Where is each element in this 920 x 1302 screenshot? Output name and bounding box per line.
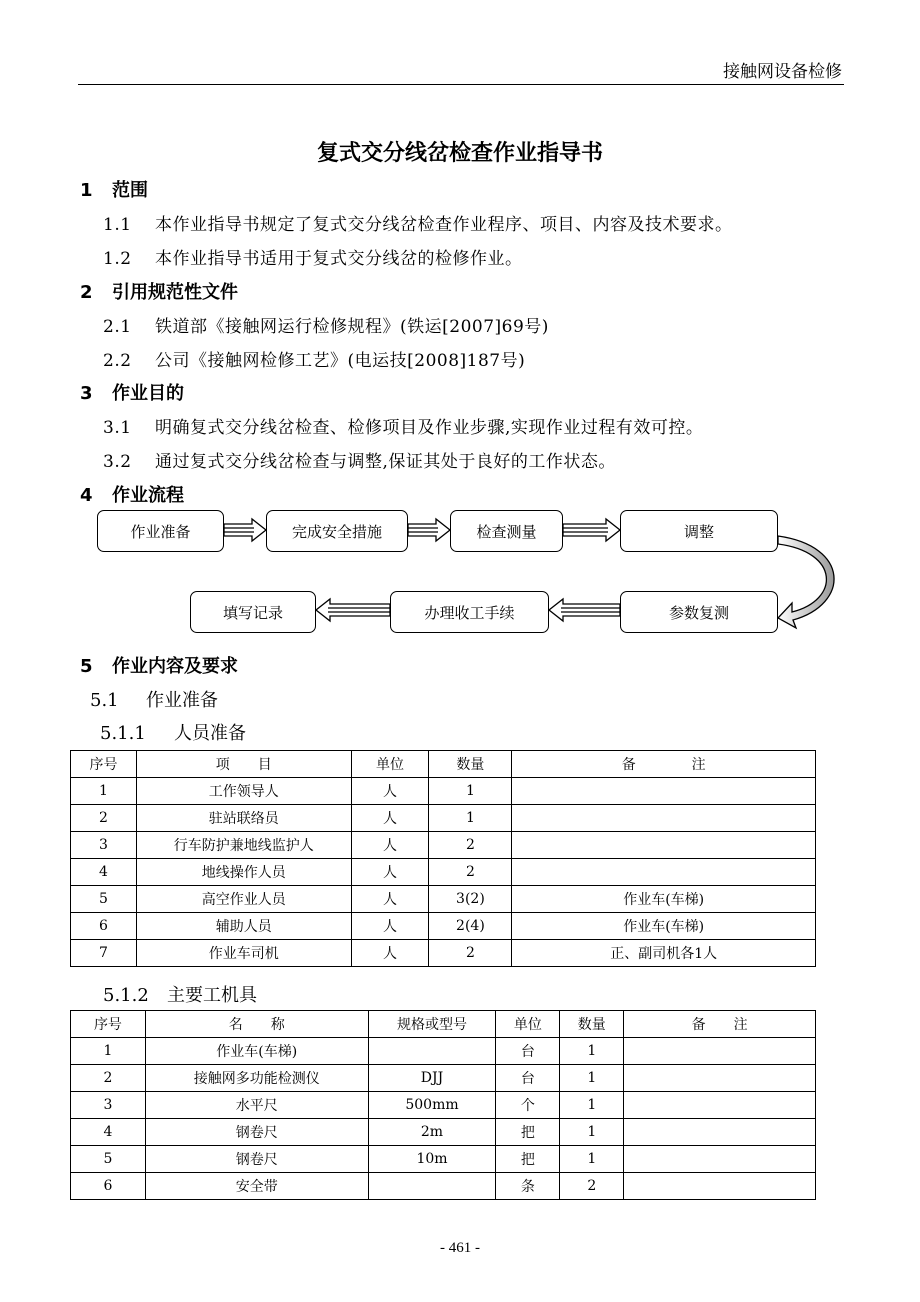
personnel-table	[70, 750, 816, 967]
cell	[368, 1173, 496, 1200]
header-cell: 序号	[71, 751, 137, 778]
subsection-5-1-2-heading	[103, 981, 257, 1007]
cell: 台	[496, 1038, 560, 1065]
cell: DJJ	[368, 1065, 496, 1092]
curved-arrow	[778, 536, 834, 628]
cell: 1	[560, 1146, 624, 1173]
cell: 2	[429, 832, 512, 859]
table-row	[71, 1173, 816, 1200]
cell: 人	[351, 886, 429, 913]
header-rule	[78, 84, 844, 85]
cell	[368, 1038, 496, 1065]
paragraph-1-2	[103, 244, 523, 269]
section-1-heading	[80, 176, 148, 202]
section-number: 1	[80, 180, 93, 201]
header-cell: 单位	[496, 1011, 560, 1038]
cell	[624, 1065, 816, 1092]
cell	[512, 859, 816, 886]
cell: 钢卷尺	[145, 1119, 368, 1146]
cell: 2	[71, 1065, 146, 1092]
cell: 地线操作人员	[136, 859, 351, 886]
cell: 辅助人员	[136, 913, 351, 940]
arrow-left-2	[316, 599, 390, 621]
table-row	[71, 1038, 816, 1065]
cell: 500mm	[368, 1092, 496, 1119]
arrow-right-3	[563, 519, 620, 541]
paragraph-number: 1.2	[103, 249, 132, 269]
cell: 条	[496, 1173, 560, 1200]
arrow-right-1	[224, 519, 266, 541]
cell: 4	[71, 859, 137, 886]
cell: 台	[496, 1065, 560, 1092]
flow-step-6: 办理收工手续	[390, 591, 549, 633]
section-title: 引用规范性文件	[112, 282, 238, 303]
table-row	[71, 805, 816, 832]
header-cell: 项 目	[136, 751, 351, 778]
cell: 1	[71, 778, 137, 805]
cell: 6	[71, 1173, 146, 1200]
cell: 把	[496, 1119, 560, 1146]
cell: 水平尺	[145, 1092, 368, 1119]
paragraph-text: 通过复式交分线岔检查与调整,保证其处于良好的工作状态。	[155, 452, 616, 472]
cell: 把	[496, 1146, 560, 1173]
section-title: 范围	[112, 180, 148, 201]
cell: 2	[429, 940, 512, 967]
cell: 个	[496, 1092, 560, 1119]
cell: 人	[351, 778, 429, 805]
cell: 1	[560, 1092, 624, 1119]
cell: 工作领导人	[136, 778, 351, 805]
cell: 行车防护兼地线监护人	[136, 832, 351, 859]
cell: 1	[429, 778, 512, 805]
table-row	[71, 913, 816, 940]
cell: 接触网多功能检测仪	[145, 1065, 368, 1092]
paragraph-number: 1.1	[103, 215, 132, 235]
paragraph-text: 本作业指导书适用于复式交分线岔的检修作业。	[155, 249, 523, 269]
paragraph-number: 2.2	[103, 351, 132, 371]
cell: 10m	[368, 1146, 496, 1173]
cell: 1	[560, 1119, 624, 1146]
cell: 人	[351, 859, 429, 886]
cell	[624, 1092, 816, 1119]
subsection-5-1-1-heading	[100, 719, 246, 745]
cell: 2	[429, 859, 512, 886]
cell: 2(4)	[429, 913, 512, 940]
paragraph-text: 铁道部《接触网运行检修规程》(铁运[2007]69号)	[155, 317, 549, 337]
cell: 5	[71, 886, 137, 913]
cell: 高空作业人员	[136, 886, 351, 913]
section-title: 作业流程	[112, 485, 184, 506]
table-row	[71, 859, 816, 886]
table-row	[71, 832, 816, 859]
subsection-title: 作业准备	[146, 690, 218, 711]
subsection-5-1-heading	[90, 686, 218, 712]
subsection-title: 主要工机具	[167, 985, 257, 1006]
cell: 作业车(车梯)	[512, 913, 816, 940]
table-header-row	[71, 751, 816, 778]
cell	[624, 1038, 816, 1065]
paragraph-2-2	[103, 346, 525, 371]
table-row	[71, 940, 816, 967]
cell: 1	[560, 1038, 624, 1065]
cell	[624, 1146, 816, 1173]
section-3-heading	[80, 379, 184, 405]
cell: 3(2)	[429, 886, 512, 913]
cell	[624, 1173, 816, 1200]
cell: 驻站联络员	[136, 805, 351, 832]
cell: 作业车(车梯)	[512, 886, 816, 913]
flow-step-3: 检查测量	[450, 510, 563, 552]
paragraph-number: 3.2	[103, 452, 132, 472]
cell: 2m	[368, 1119, 496, 1146]
cell: 3	[71, 1092, 146, 1119]
table-row	[71, 1119, 816, 1146]
cell: 钢卷尺	[145, 1146, 368, 1173]
cell: 7	[71, 940, 137, 967]
table-row	[71, 1065, 816, 1092]
cell	[512, 778, 816, 805]
cell: 6	[71, 913, 137, 940]
header-cell: 数量	[429, 751, 512, 778]
section-number: 3	[80, 383, 93, 404]
cell	[512, 805, 816, 832]
paragraph-1-1	[103, 210, 733, 235]
subsection-title: 人员准备	[174, 723, 246, 744]
section-number: 5	[80, 656, 93, 677]
subsection-number: 5.1.1	[100, 723, 146, 744]
paragraph-number: 3.1	[103, 418, 132, 438]
flow-step-5: 参数复测	[620, 591, 778, 633]
cell: 人	[351, 805, 429, 832]
table-row	[71, 778, 816, 805]
paragraph-3-1	[103, 413, 703, 438]
tools-table	[70, 1010, 816, 1200]
cell: 5	[71, 1146, 146, 1173]
cell: 1	[71, 1038, 146, 1065]
cell: 作业车(车梯)	[145, 1038, 368, 1065]
header-cell: 单位	[351, 751, 429, 778]
cell: 3	[71, 832, 137, 859]
header-cell: 规格或型号	[368, 1011, 496, 1038]
paragraph-text: 本作业指导书规定了复式交分线岔检查作业程序、项目、内容及技术要求。	[155, 215, 733, 235]
section-title: 作业内容及要求	[112, 656, 238, 677]
cell: 4	[71, 1119, 146, 1146]
section-number: 4	[80, 485, 93, 506]
arrow-left-1	[549, 599, 620, 621]
table-row	[71, 1092, 816, 1119]
cell: 作业车司机	[136, 940, 351, 967]
cell: 人	[351, 913, 429, 940]
header-cell: 序号	[71, 1011, 146, 1038]
cell: 1	[560, 1065, 624, 1092]
cell: 人	[351, 832, 429, 859]
subsection-number: 5.1.2	[103, 985, 149, 1006]
table-row	[71, 1146, 816, 1173]
cell: 2	[71, 805, 137, 832]
paragraph-3-2	[103, 447, 616, 472]
section-2-heading	[80, 278, 238, 304]
flow-step-2: 完成安全措施	[266, 510, 408, 552]
paragraph-number: 2.1	[103, 317, 132, 337]
section-title: 作业目的	[112, 383, 184, 404]
cell: 正、副司机各1人	[512, 940, 816, 967]
document-title: 复式交分线岔检查作业指导书	[316, 141, 603, 166]
header-cell: 数量	[560, 1011, 624, 1038]
cell: 2	[560, 1173, 624, 1200]
flow-step-4: 调整	[620, 510, 778, 552]
header-cell: 备 注	[624, 1011, 816, 1038]
cell: 1	[429, 805, 512, 832]
cell: 安全带	[145, 1173, 368, 1200]
cell	[512, 832, 816, 859]
cell	[624, 1119, 816, 1146]
section-number: 2	[80, 282, 93, 303]
subsection-number: 5.1	[90, 690, 119, 711]
flow-step-1: 作业准备	[97, 510, 224, 552]
cell: 人	[351, 940, 429, 967]
section-5-heading	[80, 652, 238, 678]
table-header-row	[71, 1011, 816, 1038]
flow-step-7: 填写记录	[190, 591, 316, 633]
header-cell: 备 注	[512, 751, 816, 778]
paragraph-2-1	[103, 312, 549, 337]
paragraph-text: 明确复式交分线岔检查、检修项目及作业步骤,实现作业过程有效可控。	[155, 418, 704, 438]
arrow-right-2	[408, 519, 450, 541]
paragraph-text: 公司《接触网检修工艺》(电运技[2008]187号)	[155, 351, 526, 371]
running-header: 接触网设备检修	[723, 62, 842, 82]
header-cell: 名 称	[145, 1011, 368, 1038]
table-row	[71, 886, 816, 913]
page-number: - 461 -	[440, 1240, 480, 1256]
